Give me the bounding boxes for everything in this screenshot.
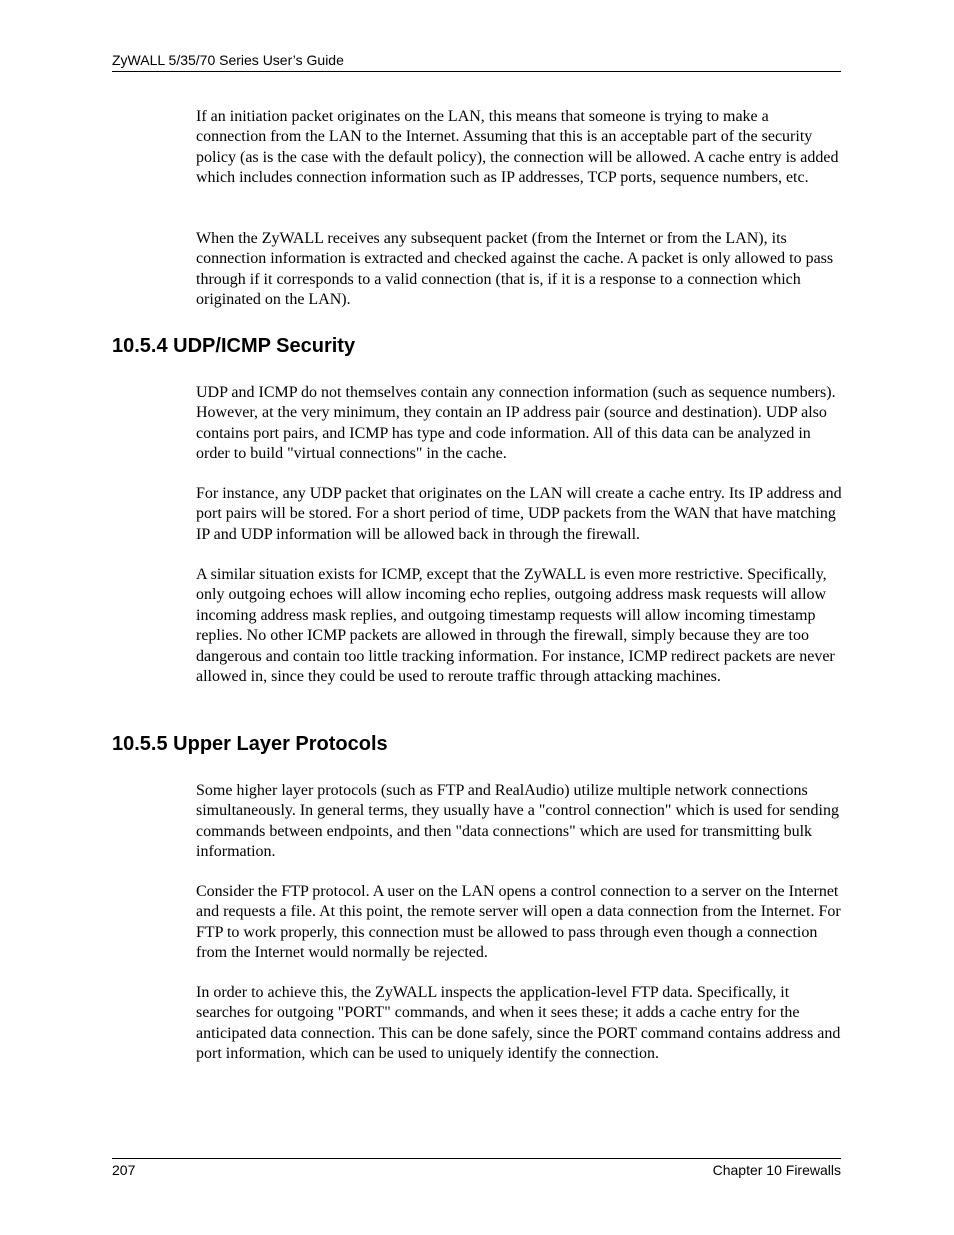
- running-footer: [112, 1158, 841, 1178]
- page-number: 207: [112, 1162, 136, 1178]
- guide-title: ZyWALL 5/35/70 Series User’s Guide: [112, 52, 344, 68]
- section-heading-udp-icmp: 10.5.4 UDP/ICMP Security: [112, 335, 356, 357]
- chapter-title: Chapter 10 Firewalls: [712, 1162, 841, 1178]
- intro-paragraph-2: When the ZyWALL receives any subsequent packet (from the Internet or from the LAN), its connection information is extracted and checked against the cache. A packet is only allowed to pass through if it corresponds to a valid connection (that is, if it is a response to a connection which originated on the LAN).: [196, 230, 834, 309]
- intro-paragraph-1: If an initiation packet originates on the LAN, this means that someone is trying to make a connection from the LAN to the Internet. Assuming that this is an acceptable part of the security policy (as is the case with the default policy), the connection will be allowed. A cache entry is added which includes connection information such as IP addresses, TCP ports, sequence numbers, etc.: [196, 108, 839, 187]
- running-header: [112, 51, 841, 72]
- section-2-paragraph-3: In order to achieve this, the ZyWALL inspects the application-level FTP data. Specifically, it searches for outgoing "PORT" commands, and when it sees these; it adds a cache entry for the anticipated data connection. This can be done safely, since the PORT command contains address and port information, which can be used to uniquely identify the connection.: [196, 984, 841, 1063]
- section-2-paragraph-1: Some higher layer protocols (such as FTP and RealAudio) utilize multiple network connections simultaneously. In general terms, they usually have a "control connection" which is used for sending commands between endpoints, and then "data connections" which are used for transmitting bulk information.: [196, 782, 839, 861]
- section-1-paragraph-1: UDP and ICMP do not themselves contain any connection information (such as sequence numbers). However, at the very minimum, they contain an IP address pair (source and destination). UDP also contains port pairs, and ICMP has type and code information. All of this data can be analyzed in order to build "virtual connections" in the cache.: [196, 384, 836, 463]
- section-2-paragraph-2: Consider the FTP protocol. A user on the LAN opens a control connection to a server on the Internet and requests a file. At this point, the remote server will open a data connection from the Internet. For FTP to work properly, this connection must be allowed to pass through even though a connection from the Internet would normally be rejected.: [196, 883, 841, 962]
- section-1-paragraph-3: A similar situation exists for ICMP, except that the ZyWALL is even more restrictive. Specifically, only outgoing echoes will allow incoming echo replies, outgoing address mask requests will allow incoming address mask replies, and outgoing timestamp requests will allow incoming timestamp replies. No other ICMP packets are allowed in through the firewall, simply because they are too dangerous and contain too little tracking information. For instance, ICMP redirect packets are never allowed in, since they could be used to reroute traffic through attacking machines.: [196, 566, 835, 686]
- section-heading-upper-layer: 10.5.5 Upper Layer Protocols: [112, 733, 388, 755]
- section-1-paragraph-2: For instance, any UDP packet that originates on the LAN will create a cache entry. Its IP address and port pairs will be stored. For a short period of time, UDP packets from the WAN that have matching IP and UDP information will be allowed back in through the firewall.: [196, 485, 842, 543]
